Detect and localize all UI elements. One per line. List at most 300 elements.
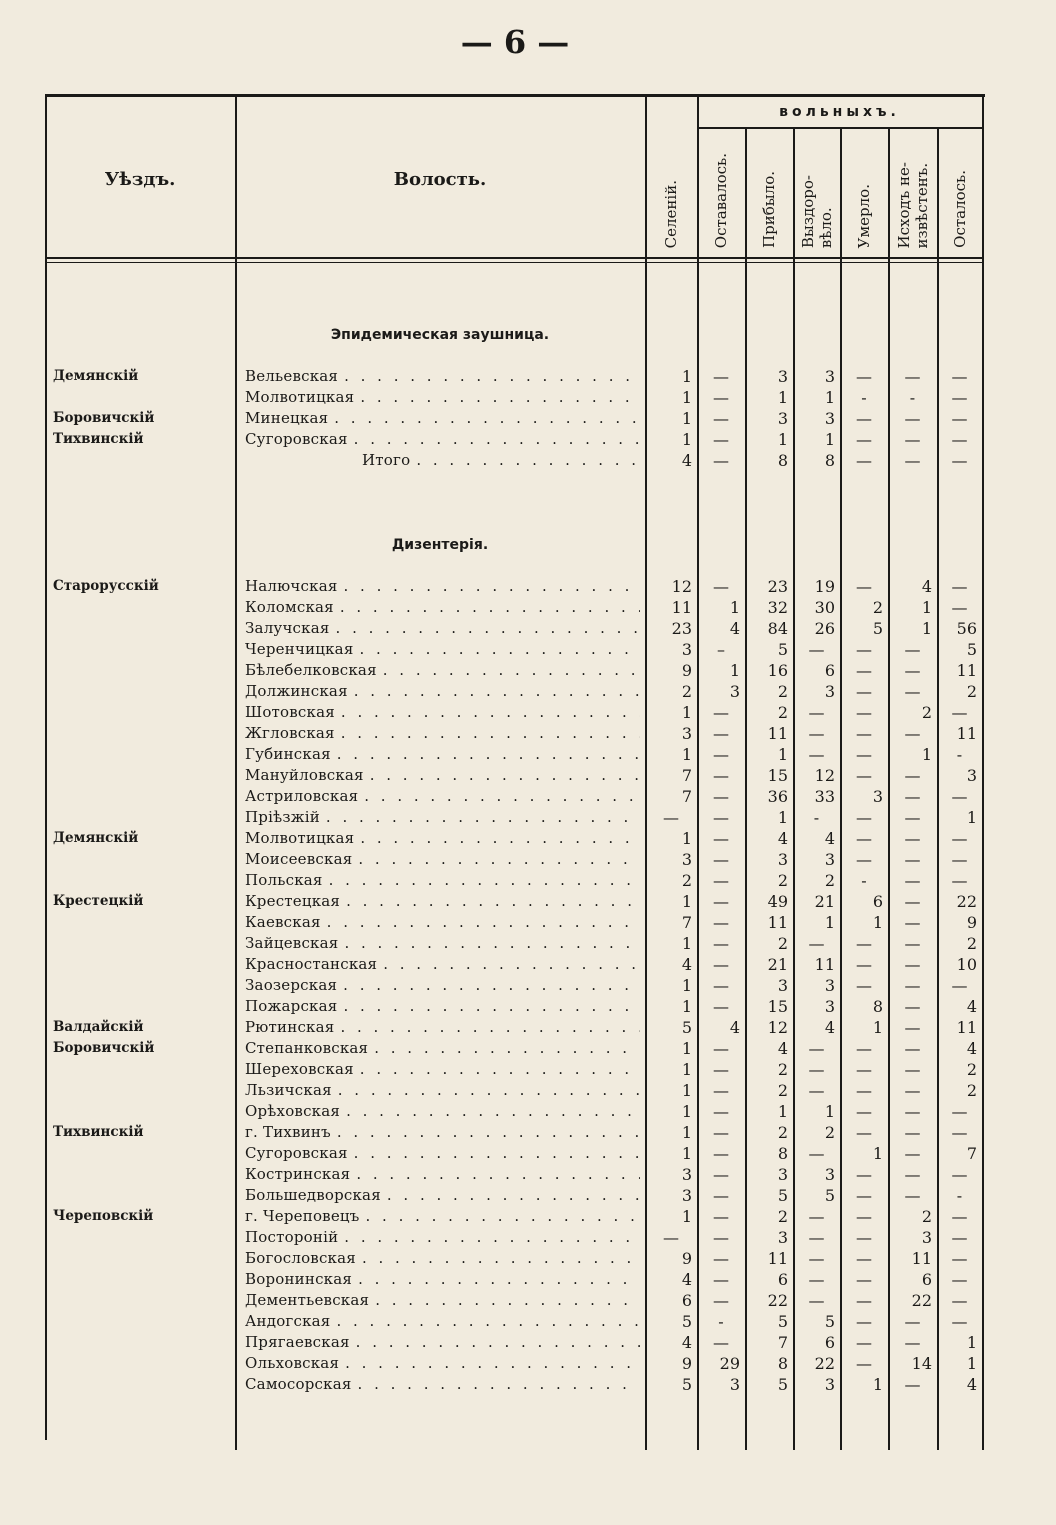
table-row [0, 933, 1056, 954]
value-pribylo: 84 [767, 618, 788, 638]
value-ishod: 4 [921, 576, 932, 596]
volost-cell [245, 954, 640, 975]
volost-cell [245, 786, 640, 807]
value-ostalos: — [951, 366, 968, 386]
value-umerlo: — [856, 681, 872, 701]
header-ishod [888, 132, 937, 248]
value-ishod: — [904, 1164, 921, 1184]
value-umerlo: 1 [872, 1143, 883, 1163]
header-vyzdorovelo-line1: Выздоро- [798, 174, 817, 248]
uezd-name: Череповскій [53, 1207, 154, 1224]
volost-cell [245, 807, 640, 828]
value-umerlo: 1 [872, 1017, 883, 1037]
dot-leader [340, 1101, 640, 1122]
value-vyzdorovelo: 1 [824, 429, 835, 449]
value-seleniy: 5 [681, 1017, 692, 1037]
value-vyzdorovelo: 3 [824, 681, 835, 701]
value-ostavalos: — [713, 576, 729, 596]
value-umerlo: — [856, 660, 872, 680]
section-title: Эпидемическая заушница. [330, 326, 550, 343]
value-vyzdorovelo: 6 [824, 660, 835, 680]
value-ostalos: — [951, 387, 968, 407]
value-ishod: 11 [911, 1248, 932, 1268]
volost-cell [245, 1122, 640, 1143]
value-vyzdorovelo: 3 [824, 975, 835, 995]
value-ostalos: — [951, 1164, 968, 1184]
table-row [0, 744, 1056, 765]
dot-leader [323, 870, 640, 891]
value-vyzdorovelo: 3 [824, 996, 835, 1016]
table-row [0, 1038, 1056, 1059]
value-seleniy: 6 [681, 1290, 692, 1310]
value-umerlo: 2 [872, 597, 883, 617]
value-ostavalos: — [713, 702, 729, 722]
volost-name: Сугоровская [245, 1143, 348, 1162]
value-ostalos: 2 [966, 681, 977, 701]
header-umerlo-text: Умерло. [855, 183, 873, 248]
value-pribylo: 15 [767, 765, 788, 785]
value-seleniy: 1 [681, 702, 692, 722]
total-row [0, 450, 1056, 471]
volost-cell [245, 1227, 640, 1248]
table-row [0, 1374, 1056, 1395]
value-seleniy: 1 [681, 933, 692, 953]
value-ishod: 2 [921, 702, 932, 722]
value-vyzdorovelo: - [813, 807, 820, 827]
page-number: — 6 — [460, 23, 570, 61]
header-ishod-line1: Исходъ не- [894, 161, 913, 248]
value-seleniy: 7 [681, 912, 692, 932]
dot-leader [352, 1269, 640, 1290]
volost-name: Молвотицкая [245, 828, 355, 847]
volost-cell [245, 744, 640, 765]
value-vyzdorovelo: 1 [824, 912, 835, 932]
volost-cell [245, 1059, 640, 1080]
table-row [0, 1164, 1056, 1185]
table-row [0, 1017, 1056, 1038]
value-pribylo: 2 [777, 870, 788, 890]
value-vyzdorovelo: 21 [814, 891, 835, 911]
value-seleniy: 3 [681, 723, 692, 743]
table-row [0, 975, 1056, 996]
dot-leader [360, 1206, 641, 1227]
value-ostavalos: 1 [729, 597, 740, 617]
table-row [0, 618, 1056, 639]
value-umerlo: — [856, 1269, 872, 1289]
dot-leader [350, 1332, 640, 1353]
value-pribylo: 8 [777, 1143, 788, 1163]
value-ostavalos: — [713, 807, 729, 827]
value-seleniy: 4 [681, 1332, 692, 1352]
value-ostavalos: — [713, 1332, 729, 1352]
value-ishod: — [904, 1080, 921, 1100]
value-pribylo: 4 [777, 1038, 788, 1058]
header-ostalos [937, 132, 982, 248]
value-umerlo: — [856, 1290, 872, 1310]
value-umerlo: — [856, 765, 872, 785]
value-ishod: 1 [921, 744, 932, 764]
value-vyzdorovelo: — [808, 1059, 825, 1079]
section-title: Дизентерія. [391, 536, 489, 553]
volost-cell [245, 1164, 640, 1185]
value-ishod: — [904, 1374, 921, 1394]
value-ishod: — [904, 786, 921, 806]
value-seleniy: 1 [681, 408, 692, 428]
value-vyzdorovelo: 30 [814, 597, 835, 617]
value-ostavalos: — [713, 1080, 729, 1100]
total-label-cell [362, 450, 640, 471]
value-vyzdorovelo: 8 [824, 450, 835, 470]
uezd-name: Демянскій [53, 367, 139, 384]
header-volost: Волость. [393, 169, 487, 190]
volost-cell [245, 1269, 640, 1290]
header-ishod-line2: извѣстенъ. [912, 162, 931, 248]
table-row [0, 639, 1056, 660]
value-ishod: — [904, 408, 921, 428]
value-pribylo: 2 [777, 1122, 788, 1142]
dot-leader [337, 996, 640, 1017]
value-ishod: — [904, 912, 921, 932]
table-row [0, 1101, 1056, 1122]
dot-leader [335, 702, 640, 723]
volost-cell [245, 723, 640, 744]
value-ostalos: 9 [966, 912, 977, 932]
dot-leader [338, 1227, 640, 1248]
header-umerlo [840, 132, 888, 248]
value-ostalos: — [951, 1311, 968, 1331]
value-ostavalos: — [713, 744, 729, 764]
value-ostavalos: — [713, 765, 729, 785]
value-pribylo: 2 [777, 1080, 788, 1100]
value-ostavalos: — [713, 1248, 729, 1268]
value-ostavalos: — [713, 1059, 729, 1079]
value-umerlo: — [856, 1227, 872, 1247]
volost-name: Дементьевская [245, 1290, 370, 1309]
value-seleniy: 2 [681, 681, 692, 701]
value-vyzdorovelo: 1 [824, 387, 835, 407]
value-ostavalos: — [713, 366, 729, 386]
value-umerlo: - [861, 387, 867, 407]
value-ishod: — [904, 1038, 921, 1058]
value-vyzdorovelo: — [808, 744, 825, 764]
volost-name: Заозерская [245, 975, 338, 994]
value-ostalos: — [951, 1248, 968, 1268]
volost-cell [245, 1311, 640, 1332]
table-row [0, 429, 1056, 450]
dot-leader [338, 576, 640, 597]
value-umerlo: — [856, 1311, 872, 1331]
value-ishod: — [904, 1143, 921, 1163]
value-umerlo: — [856, 1080, 872, 1100]
value-umerlo: — [856, 1353, 872, 1373]
value-umerlo: — [856, 1332, 872, 1352]
value-ostalos: 2 [966, 1080, 977, 1100]
value-seleniy: 1 [681, 387, 692, 407]
value-vyzdorovelo: — [808, 933, 825, 953]
value-seleniy: 1 [681, 828, 692, 848]
value-pribylo: 15 [767, 996, 788, 1016]
dot-leader [330, 618, 640, 639]
value-pribylo: 3 [777, 975, 788, 995]
value-ishod: 22 [911, 1290, 932, 1310]
table-row [0, 681, 1056, 702]
dot-leader [377, 954, 640, 975]
value-seleniy: 3 [681, 1164, 692, 1184]
value-ostalos: — [951, 429, 968, 449]
value-vyzdorovelo: 26 [814, 618, 835, 638]
dot-leader [337, 975, 640, 996]
volost-name: Бѣлебелковская [245, 660, 377, 679]
value-vyzdorovelo: 2 [824, 1122, 835, 1142]
volost-name: Шереховская [245, 1059, 354, 1078]
dot-leader [356, 1248, 640, 1269]
value-ostavalos: 3 [729, 1374, 740, 1394]
value-ostavalos: — [713, 870, 729, 890]
value-vyzdorovelo: — [808, 1206, 825, 1226]
volost-name: Мануйловская [245, 765, 364, 784]
value-ishod: — [904, 765, 921, 785]
uezd-name: Старорусскій [53, 577, 159, 594]
volost-cell [245, 366, 640, 387]
table-row [0, 1332, 1056, 1353]
value-ostavalos: — [713, 849, 729, 869]
table-row [0, 1290, 1056, 1311]
value-pribylo: 3 [777, 408, 788, 428]
value-ostavalos: — [713, 429, 729, 449]
value-ostavalos: — [713, 1206, 729, 1226]
value-ishod: — [904, 807, 921, 827]
dot-leader [352, 849, 640, 870]
uezd-name: Крестецкій [53, 892, 144, 909]
value-vyzdorovelo: — [808, 1080, 825, 1100]
value-seleniy: — [663, 807, 679, 827]
value-umerlo: — [856, 1248, 872, 1268]
table-row [0, 849, 1056, 870]
value-pribylo: 22 [767, 1290, 788, 1310]
volost-cell [245, 1332, 640, 1353]
volost-cell [245, 429, 640, 450]
volost-cell [245, 933, 640, 954]
value-vyzdorovelo: 1 [824, 1101, 835, 1121]
volost-cell [245, 702, 640, 723]
value-vyzdorovelo: 3 [824, 366, 835, 386]
value-umerlo: — [856, 744, 872, 764]
value-ishod: — [904, 891, 921, 911]
volost-cell [245, 912, 640, 933]
header-seleniy-text: Селеній. [662, 179, 680, 248]
volost-cell [245, 996, 640, 1017]
value-ishod: — [904, 1185, 921, 1205]
value-ostavalos: — [713, 828, 729, 848]
volost-cell [245, 1143, 640, 1164]
value-seleniy: 1 [681, 891, 692, 911]
volost-name: Самосорская [245, 1374, 352, 1393]
dot-leader [354, 828, 640, 849]
value-ostavalos: — [713, 1164, 729, 1184]
value-pribylo: 11 [767, 723, 788, 743]
header-group-volnykh: вольныхъ. [779, 104, 900, 120]
value-seleniy: 5 [681, 1374, 692, 1394]
value-ostavalos: – [717, 639, 725, 659]
table-row [0, 765, 1056, 786]
value-ostalos: — [951, 1290, 968, 1310]
value-umerlo: — [856, 366, 872, 386]
value-ostavalos: — [713, 786, 729, 806]
value-seleniy: 23 [671, 618, 692, 638]
value-pribylo: 2 [777, 1206, 788, 1226]
value-ostavalos: 1 [729, 660, 740, 680]
table-row [0, 954, 1056, 975]
value-seleniy: 1 [681, 1206, 692, 1226]
value-umerlo: — [856, 450, 872, 470]
value-pribylo: 2 [777, 702, 788, 722]
value-ostalos: 4 [966, 996, 977, 1016]
value-ostavalos: — [713, 1143, 729, 1163]
volost-name: Пожарская [245, 996, 338, 1015]
dot-leader [350, 1164, 640, 1185]
volost-cell [245, 1017, 640, 1038]
volost-cell [245, 1248, 640, 1269]
header-bottom-rule [45, 257, 983, 259]
value-umerlo: 8 [872, 996, 883, 1016]
volost-name: Каевская [245, 912, 321, 931]
value-ostalos: — [951, 1227, 968, 1247]
value-seleniy: 3 [681, 1185, 692, 1205]
value-ishod: — [904, 975, 921, 995]
value-ostavalos: — [713, 975, 729, 995]
header-ostavalos-text: Оставалось. [712, 152, 730, 248]
value-ostavalos: — [713, 891, 729, 911]
volost-name: Льзичская [245, 1080, 332, 1099]
value-ishod: — [904, 1017, 921, 1037]
total-label: Итого [362, 450, 411, 469]
value-pribylo: 6 [777, 1269, 788, 1289]
value-pribylo: 2 [777, 681, 788, 701]
value-seleniy: 1 [681, 975, 692, 995]
table-row [0, 660, 1056, 681]
value-ishod: — [904, 954, 921, 974]
dot-leader [364, 765, 640, 786]
value-ostalos: 11 [956, 723, 977, 743]
value-ostavalos: - [718, 1311, 724, 1331]
value-umerlo: — [856, 702, 872, 722]
volost-cell [245, 828, 640, 849]
value-ishod: — [904, 639, 921, 659]
dot-leader [354, 639, 641, 660]
table-row [0, 597, 1056, 618]
value-ishod: — [904, 450, 921, 470]
value-ostalos: 2 [966, 933, 977, 953]
volost-name: Минецкая [245, 408, 329, 427]
value-umerlo: — [856, 723, 872, 743]
value-umerlo: — [856, 807, 872, 827]
value-ostavalos: 29 [719, 1353, 740, 1373]
value-ishod: — [904, 933, 921, 953]
header-vyzdorovelo-line2: вѣло. [816, 207, 835, 248]
value-pribylo: 5 [777, 639, 788, 659]
value-umerlo: — [856, 1164, 872, 1184]
volost-name: Степанковская [245, 1038, 369, 1057]
value-ishod: 3 [921, 1227, 932, 1247]
volost-cell [245, 891, 640, 912]
value-seleniy: 1 [681, 744, 692, 764]
table-row [0, 1227, 1056, 1248]
value-seleniy: 1 [681, 1122, 692, 1142]
value-vyzdorovelo: — [808, 1269, 825, 1289]
value-ishod: — [904, 849, 921, 869]
value-vyzdorovelo: 3 [824, 849, 835, 869]
volost-cell [245, 765, 640, 786]
value-pribylo: 21 [767, 954, 788, 974]
volost-name: Должинская [245, 681, 348, 700]
value-ostalos: 5 [966, 639, 977, 659]
volost-name: Большедворская [245, 1185, 381, 1204]
value-seleniy: 3 [681, 639, 692, 659]
volost-cell [245, 660, 640, 681]
volost-cell [245, 849, 640, 870]
volost-cell [245, 576, 640, 597]
table-row [0, 1353, 1056, 1374]
dot-leader [348, 1143, 640, 1164]
value-vyzdorovelo: 4 [824, 828, 835, 848]
value-ostavalos: — [713, 1269, 729, 1289]
volost-name: Крестецкая [245, 891, 341, 910]
value-pribylo: 1 [777, 807, 788, 827]
value-vyzdorovelo: — [808, 1248, 825, 1268]
table-row [0, 1122, 1056, 1143]
table-row [0, 723, 1056, 744]
value-vyzdorovelo: 5 [824, 1185, 835, 1205]
value-ostavalos: — [713, 387, 729, 407]
volost-name: Костринская [245, 1164, 351, 1183]
value-ostalos: 1 [966, 1353, 977, 1373]
volost-name: Зайцевская [245, 933, 339, 952]
value-ostalos: - [956, 744, 963, 764]
volost-name: Красностанская [245, 954, 378, 973]
table-row [0, 1269, 1056, 1290]
dot-leader [377, 660, 640, 681]
value-seleniy: 9 [681, 1353, 692, 1373]
header-ostalos-text: Осталось. [950, 170, 969, 248]
value-vyzdorovelo: 2 [824, 870, 835, 890]
value-ishod: - [909, 387, 916, 407]
dot-leader [358, 786, 640, 807]
value-pribylo: 1 [777, 1101, 788, 1121]
value-umerlo: — [856, 408, 872, 428]
dot-leader [331, 744, 640, 765]
value-umerlo: 6 [872, 891, 883, 911]
dot-leader [348, 429, 640, 450]
value-umerlo: — [856, 429, 872, 449]
value-ostalos: — [951, 786, 968, 806]
value-vyzdorovelo: — [808, 702, 825, 722]
value-ostavalos: — [713, 954, 729, 974]
value-ishod: 14 [911, 1353, 932, 1373]
uezd-name: Демянскій [53, 829, 139, 846]
volost-cell [245, 387, 640, 408]
value-pribylo: 2 [777, 933, 788, 953]
table-row [0, 870, 1056, 891]
value-ostavalos: — [713, 1290, 729, 1310]
value-seleniy: 3 [681, 849, 692, 869]
table-row [0, 366, 1056, 387]
value-umerlo: — [856, 1122, 872, 1142]
volost-name: Коломская [245, 597, 334, 616]
value-umerlo: — [856, 1059, 872, 1079]
value-pribylo: 32 [767, 597, 788, 617]
value-pribylo: 5 [777, 1374, 788, 1394]
volost-name: Черенчицкая [245, 639, 354, 658]
